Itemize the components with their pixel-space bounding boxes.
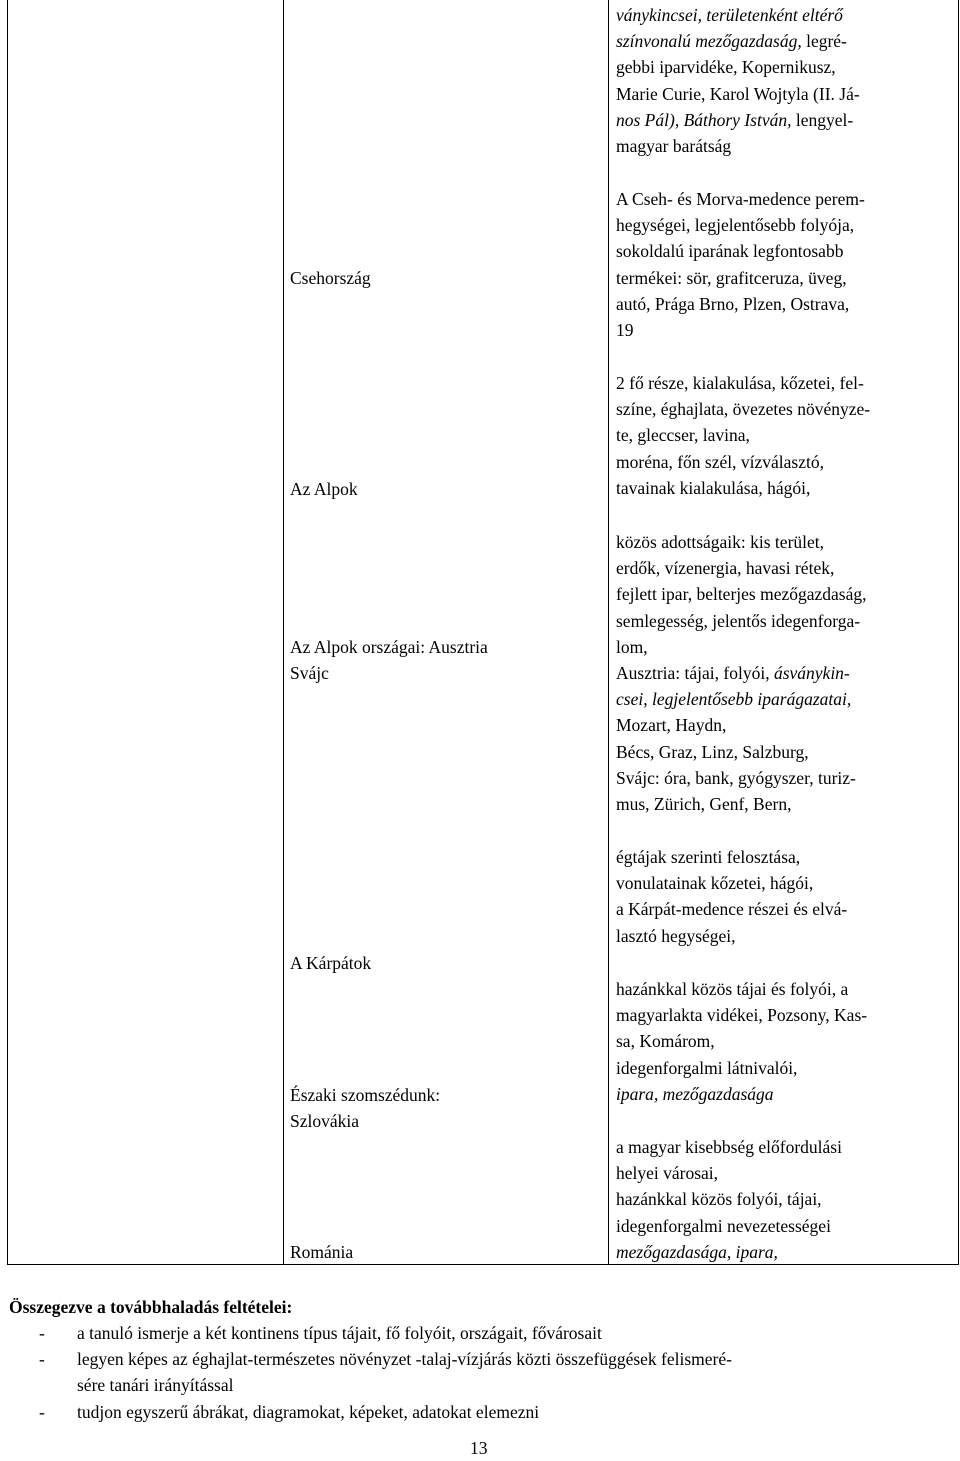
page-number: 13	[470, 1438, 488, 1458]
cell-cseh: A Cseh- és Morva-medence perem- hegységei, legjelentősebb folyója, sokoldalú iparának legfontosabb termékei: sör, grafitceruza, üveg, autó, Prága Brno, Plzen, Ostrava, 19	[616, 189, 865, 340]
summary-item: a tanuló ismerje a két kontinens típus tájait, fő folyóit, országait, fővárosait	[77, 1323, 602, 1343]
summary-bullet: -	[39, 1323, 45, 1343]
row-label-romania: Románia	[290, 1242, 354, 1262]
column-divider-2	[608, 0, 609, 1264]
cell-szlovakia: hazánkkal közös tájai és folyói, a magyarlakta vidékei, Pozsony, Kas- sa, Komárom, idegenforgalmi látnivalói, ipara, mezőgazdasága	[616, 979, 868, 1104]
summary-bullet: -	[39, 1402, 45, 1422]
cell-romania: a magyar kisebbség előfordulási helyei városai, hazánkkal közös folyói, tájai, idegenforgalmi nevezetességei mezőgazdasága, ipara,	[616, 1137, 842, 1262]
cell-alpok: 2 fő része, kialakulása, kőzetei, fel- színe, éghajlata, övezetes növényze- te, gleccser, lavina, moréna, főn szél, vízválasztó, tavainak kialakulása, hágói,	[616, 373, 871, 498]
cell-karpatok: égtájak szerinti felosztása, vonulatainak kőzetei, hágói, a Kárpát-medence részei és elvá- lasztó hegységei,	[616, 847, 848, 946]
row-label-alpok-orszagai: Az Alpok országai: Ausztria Svájc	[290, 637, 488, 684]
column-divider-1	[283, 0, 284, 1264]
summary-item: tudjon egyszerű ábrákat, diagramokat, képeket, adatokat elemezni	[77, 1402, 540, 1422]
summary-bullet: -	[39, 1349, 45, 1369]
row-label-alpok: Az Alpok	[290, 479, 358, 499]
row-label-cseh: Csehország	[290, 268, 371, 288]
cell-lengyel: ványkincsei, területenként eltérő színvonalú mezőgazdaság, legré- gebbi iparvidéke, Kopernikusz, Marie Curie, Karol Wojtyla (II. Já- nos Pál), Báthory István, lengyel- magyar barátság	[616, 5, 860, 156]
summary-item: legyen képes az éghajlat-természetes növényzet -talaj-vízjárás közti összefüggések felismeré-	[77, 1349, 732, 1369]
summary-heading: Összegezve a továbbhaladás feltételei:	[9, 1297, 293, 1317]
cell-alpok-orszagai: közös adottságaik: kis terület, erdők, vízenergia, havasi rétek, fejlett ipar, belterjes mezőgazdaság, semlegesség, jelentős idegenforga- lom, Ausztria: tájai, folyói, ásványkin- csei, legjelentősebb iparágazatai, Mozart, Haydn, Bécs, Graz, Linz, Salzburg, Svájc: óra, bank, gyógyszer, turiz- mus, Zürich, Genf, Bern,	[616, 532, 867, 814]
summary-item-continuation: sére tanári irányítással	[77, 1375, 234, 1395]
row-label-szlovakia: Északi szomszédunk: Szlovákia	[290, 1085, 441, 1132]
row-label-karpatok: A Kárpátok	[290, 953, 372, 973]
